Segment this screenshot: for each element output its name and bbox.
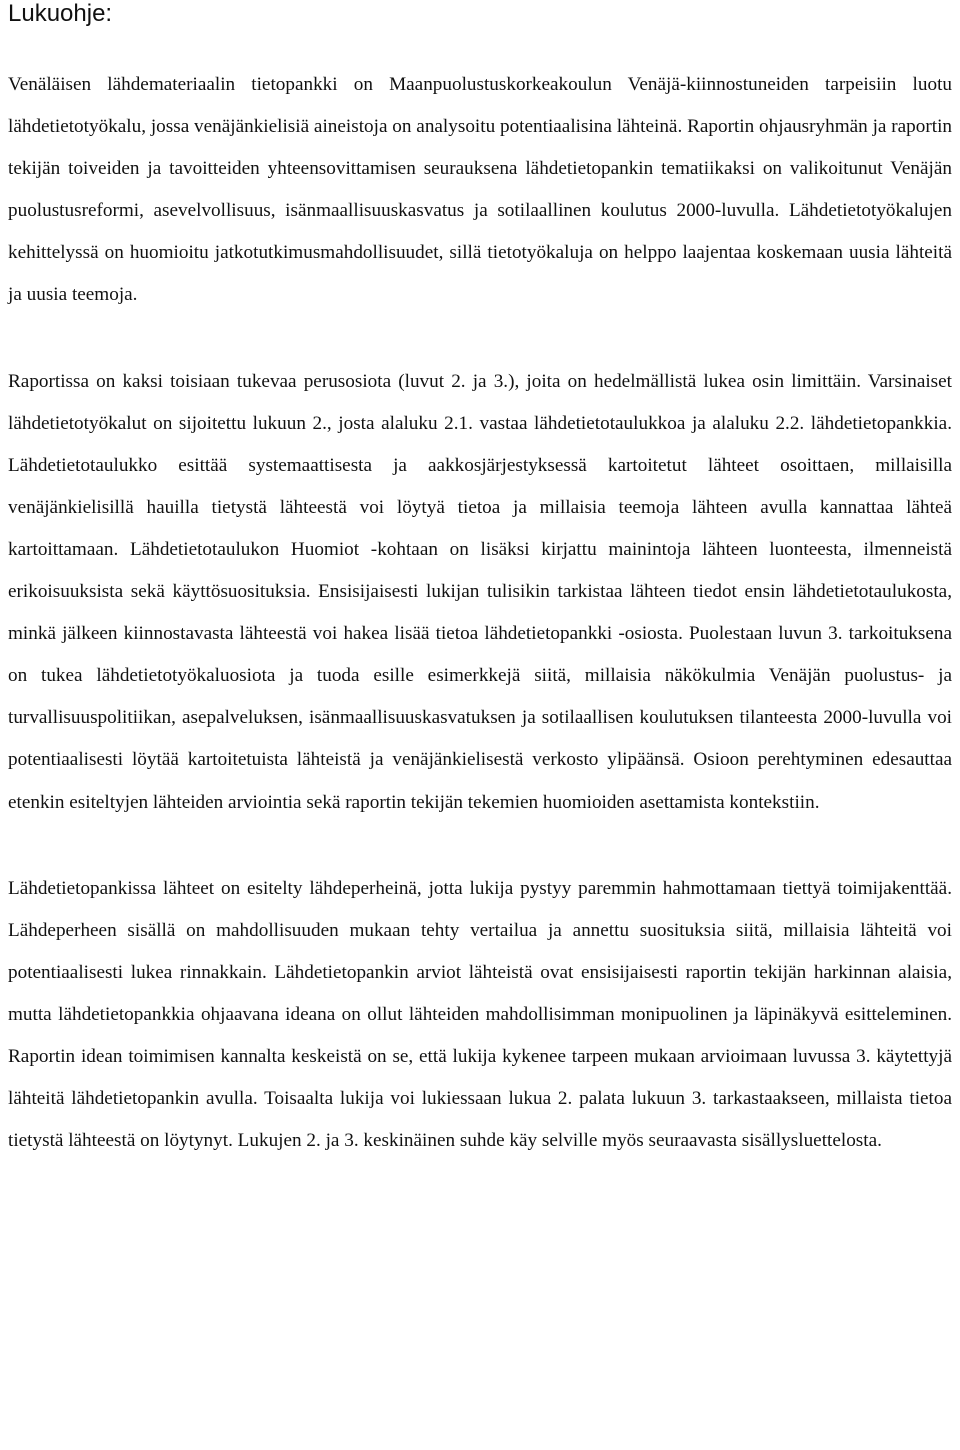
page-heading: Lukuohje:: [8, 0, 113, 27]
paragraph-source-families: Lähdetietopankissa lähteet on esitelty lähdeperheinä, jotta lukija pystyy paremmin hahmottamaan tiettyä toimijakenttää. Lähdeperheen sisällä on mahdollisuuden mukaan tehty vertailua ja annettu suosituksia siitä, millaisia lähteitä voi potentiaalisesti lukea rinnakkain. Lähdetietopankin arviot lähteistä ovat ensisijaisesti raportin tekijän harkinnan alaisia, mutta lähdetietopankkia ohjaavana ideana on ollut lähteiden mahdollisimman monipuolinen ja läpinäkyvä esitteleminen. Raportin idean toimimisen kannalta keskeistä on se, että lukija kykenee tarpeen mukaan arvioimaan luvussa 3. käytettyjä lähteitä lähdetietopankin avulla. Toisaalta lukija voi lukiessaan lukua 2. palata lukuun 3. tarkastaakseen, millaista tietoa tietystä lähteestä on löytynyt. Lukujen 2. ja 3. keskinäinen suhde käy selville myös seuraavasta sisällysluettelosta.: [8, 877, 952, 1152]
paragraph-intro: Venäläisen lähdemateriaalin tietopankki on Maanpuolustuskorkeakoulun Venäjä-kiinnostuneiden tarpeisiin luotu lähdetietotyökalu, jossa venäjänkielisiä aineistoja on analysoitu potentiaalisina lähteinä. Raportin ohjausryhmän ja raportin tekijän toiveiden ja tavoitteiden yhteensovittamisen seurauksena lähdetietopankin tematiikaksi on valikoitunut Venäjän puolustusreformi, asevelvollisuus, isänmaallisuuskasvatus ja sotilaallinen koulutus 2000-luvulla. Lähdetietotyökalujen kehittelyssä on huomioitu jatkotutkimusmahdollisuudet, sillä tietotyökaluja on helppo laajentaa koskemaan uusia lähteitä ja uusia teemoja.: [8, 74, 952, 306]
paragraph-structure: Raportissa on kaksi toisiaan tukevaa perusosiota (luvut 2. ja 3.), joita on hedelmällistä lukea osin limittäin. Varsinaiset lähdetietotyökalut on sijoitettu lukuun 2., josta alaluku 2.1. vastaa lähdetietotaulukkoa ja alaluku 2.2. lähdetietopankkia. Lähdetietotaulukko esittää systemaattisesta ja aakkosjärjestyksessä kartoitetut lähteet osoittaen, millaisilla venäjänkielisillä hauilla tietystä lähteestä voi löytyä tietoa ja millaisia teemoja lähteen avulla kannattaa lähteä kartoittamaan. Lähdetietotaulukon Huomiot -kohtaan on lisäksi kirjattu mainintoja lähteen luonteesta, ilmenneistä erikoisuuksista sekä käyttösuosituksia. Ensisijaisesti lukijan tulisikin tarkistaa lähteen tiedot ensin lähdetietotaulukosta, minkä jälkeen kiinnostavasta lähteestä voi hakea lisää tietoa lähdetietopankki -osiosta. Puolestaan luvun 3. tarkoituksena on tukea lähdetietotyökaluosiota ja tuoda esille esimerkkejä siitä, millaisia näkökulmia Venäjän puolustus- ja turvallisuuspolitiikan, asepalveluksen, isänmaallisuuskasvatuksen ja sotilaallisen koulutuksen tilanteesta 2000-luvulla voi potentiaalisesti löytää kartoitetuista lähteistä ja venäjänkielisestä verkosto ylipäänsä. Osioon perehtyminen edesauttaa etenkin esiteltyjen lähteiden arviointia sekä raportin tekijän tekemien huomioiden asettamista kontekstiin.: [8, 370, 952, 813]
